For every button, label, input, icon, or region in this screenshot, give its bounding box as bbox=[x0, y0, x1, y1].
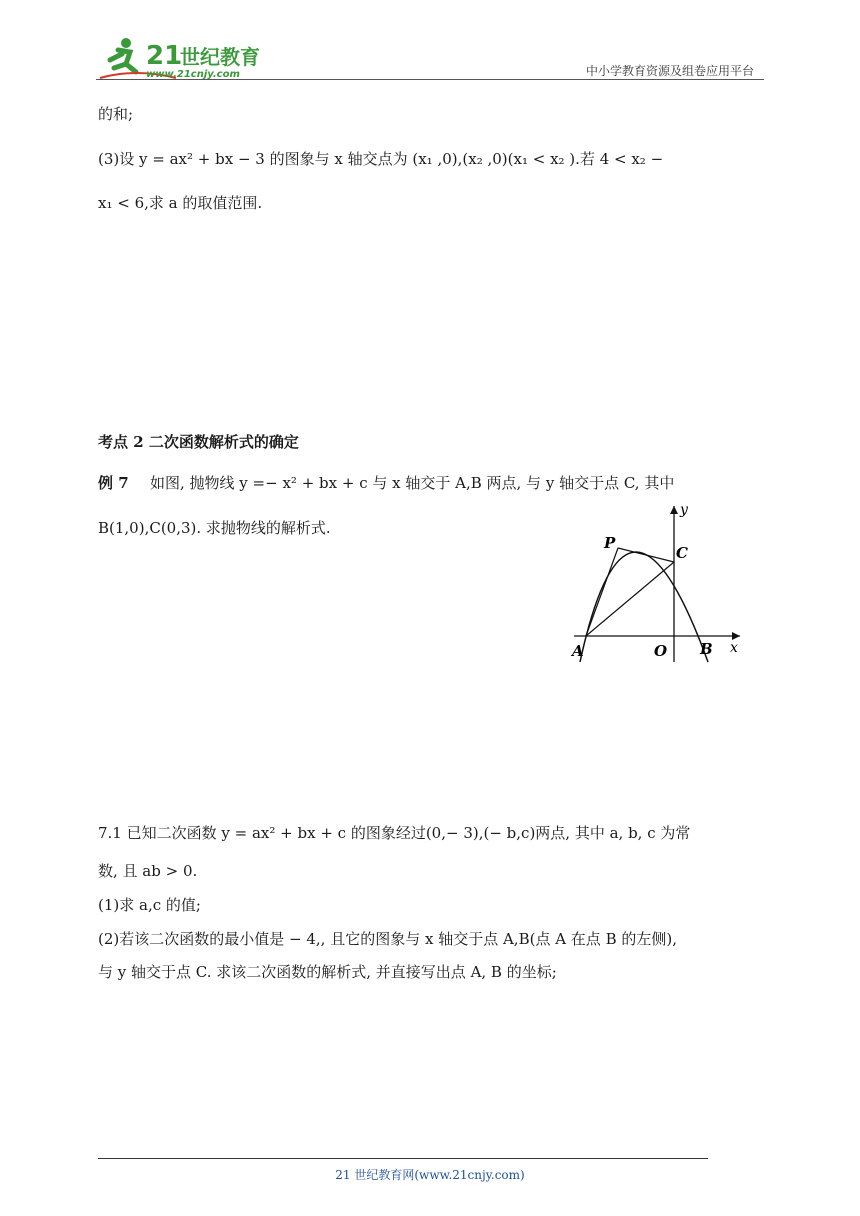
question-7-1-line-2: 数, 且 ab > 0. bbox=[98, 862, 198, 880]
parabola-figure bbox=[568, 502, 744, 664]
example-7-line-2: B(1,0),C(0,3). 求抛物线的解析式. bbox=[98, 519, 331, 537]
footer-divider bbox=[98, 1158, 708, 1159]
logo-url: www.21cnjy.com bbox=[146, 69, 240, 80]
question-3-line-1: (3)设 y = ax² + bx − 3 的图象与 x 轴交点为 (x₁ ,0),(x₂ ,0)(x₁ < x₂ ).若 4 < x₂ − bbox=[98, 150, 664, 168]
svg-text:y: y bbox=[680, 502, 688, 518]
question-3-line-2: x₁ < 6,求 a 的取值范围. bbox=[98, 194, 263, 212]
text-line-1: 的和; bbox=[98, 105, 134, 123]
example-7-line-1: 如图, 抛物线 y =− x² + bx + c 与 x 轴交于 A,B 两点, 与 y 轴交于点 C, 其中 bbox=[150, 474, 675, 492]
svg-text:P: P bbox=[604, 534, 616, 552]
example-label: 例 7 bbox=[98, 474, 129, 492]
svg-text:B: B bbox=[700, 640, 713, 658]
footer-link[interactable]: 21 世纪教育网(www.21cnjy.com) bbox=[335, 1168, 525, 1182]
svg-text:O: O bbox=[654, 642, 668, 660]
site-logo bbox=[96, 34, 266, 84]
logo-chinese: 世纪教育 bbox=[180, 45, 260, 69]
section-heading: 考点 2 二次函数解析式的确定 bbox=[98, 433, 299, 451]
svg-text:x: x bbox=[730, 640, 738, 656]
question-7-1-part-1: (1)求 a,c 的值; bbox=[98, 896, 201, 914]
logo-number: 21 bbox=[146, 41, 183, 71]
question-7-1-part-2-line-2: 与 y 轴交于点 C. 求该二次函数的解析式, 并直接写出点 A, B 的坐标; bbox=[98, 963, 557, 981]
platform-name: 中小学教育资源及组卷应用平台 bbox=[585, 64, 754, 78]
question-7-1-line-1: 7.1 已知二次函数 y = ax² + bx + c 的图象经过(0,− 3),(− b,c)两点, 其中 a, b, c 为常 bbox=[98, 824, 691, 842]
svg-text:A: A bbox=[572, 642, 584, 660]
svg-text:C: C bbox=[676, 544, 688, 562]
question-7-1-part-2-line-1: (2)若该二次函数的最小值是 − 4,, 且它的图象与 x 轴交于点 A,B(点 A 在点 B 的左侧), bbox=[98, 930, 677, 948]
header-divider bbox=[96, 79, 764, 80]
